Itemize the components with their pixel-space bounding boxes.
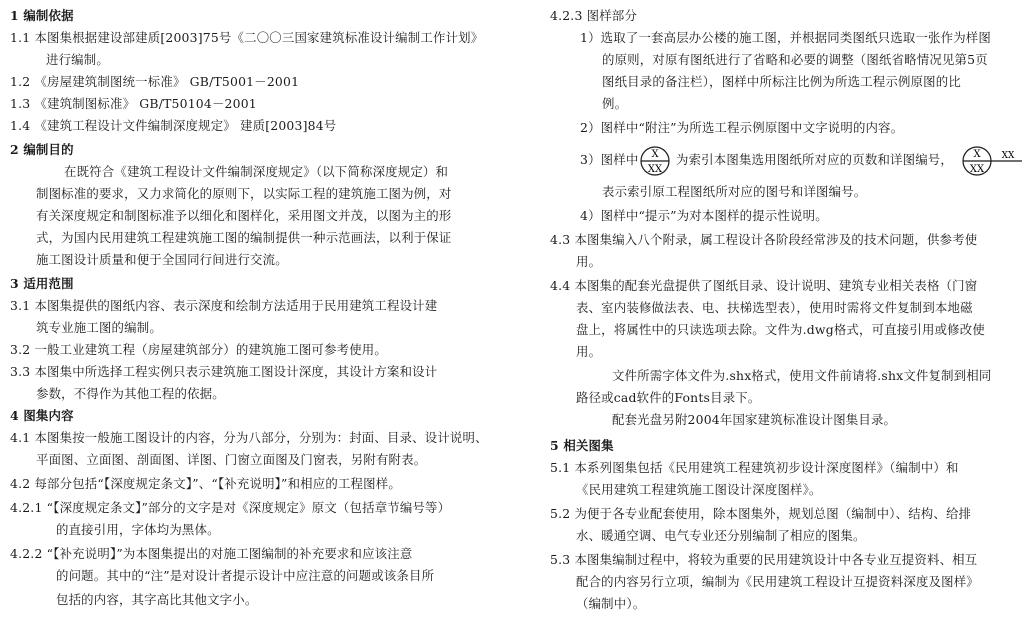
text-line: 为索引本图集选用图纸所对应的页数和详图编号，	[676, 152, 953, 167]
text-line: 制图标准的要求，又力求简化的原则下，以实际工程的建筑施工图为例，对	[36, 186, 452, 201]
text-line: 1）选取了一套高层办公楼的施工图，并根据同类图纸只选取一张作为样图	[580, 30, 991, 45]
text-line: 筑专业施工图的编制。	[36, 320, 162, 335]
text-line: 3 适用范围	[10, 276, 74, 291]
text-line: 路径或cad软件的Fonts目录下。	[576, 390, 761, 405]
text-line: 参数，不得作为其他工程的依据。	[36, 386, 225, 401]
text-line: 1.2 《房屋建筑制图统一标准》 GB/T5001－2001	[10, 74, 300, 89]
text-line: 配合的内容另行立项，编制为《民用建筑工程设计互提资料深度及图样》	[576, 574, 979, 589]
text-line: 表、室内装修做法表、电、扶梯选型表），使用时需将文件复制到本地磁	[576, 300, 973, 315]
text-line: 5.3 本图集编制过程中，将较为重要的民用建筑设计中各专业互提资料、相互	[550, 552, 978, 567]
text-line: 在既符合《建筑工程设计文件编制深度规定》（以下简称深度规定）和	[64, 164, 449, 179]
text-line: 配套光盘另附2004年国家建筑标准设计图集目录。	[612, 412, 897, 427]
text-line: 文件所需字体文件为.shx格式，使用文件前请将.shx文件复制到相同	[612, 368, 992, 383]
text-line: 施工图设计质量和便于全国同行间进行交流。	[36, 252, 288, 267]
text-line: 式，为国内民用建筑工程建筑施工图的编制提供一种示范画法，以利于保证	[36, 230, 452, 245]
text-line: 的问题。其中的“注”是对设计者提示设计中应注意的问题或该条目所	[56, 568, 435, 583]
text-line: 1 编制依据	[10, 8, 74, 23]
text-line: 4.2 每部分包括“【深度规定条文】”、“【补充说明】”和相应的工程图样。	[10, 476, 401, 491]
text-line: 有关深度规定和制图标准予以细化和图样化，采用图文并茂，以图为主的形	[36, 208, 452, 223]
text-line: 4.4 本图集的配套光盘提供了图纸目录、设计说明、建筑专业相关表格（门窗	[550, 278, 978, 293]
text-line: 2）图样中“附注”为所选工程示例原图中文字说明的内容。	[580, 120, 904, 135]
svg-text:XX: XX	[1001, 151, 1015, 161]
text-line: 4.1 本图集按一般施工图设计的内容，分为八部分，分别为：封面、目录、设计说明、	[10, 430, 488, 445]
text-line: 4.2.2 “【补充说明】”为本图集提出的对施工图编制的补充要求和应该注意	[10, 546, 413, 561]
svg-text:X: X	[973, 149, 981, 160]
text-line: 3.3 本图集中所选择工程实例只表示建筑施工图设计深度，其设计方案和设计	[10, 364, 438, 379]
text-line: 《民用建筑工程建筑施工图设计深度图样》。	[576, 482, 822, 497]
text-line: 水、暖通空调、电气专业还分别编制了相应的图集。	[576, 528, 866, 543]
text-line: 5 相关图集	[550, 438, 614, 453]
text-line: 1.3 《建筑制图标准》 GB/T50104－2001	[10, 96, 257, 111]
text-line: 3.2 一般工业建筑工程（房屋建筑部分）的建筑施工图可参考使用。	[10, 342, 387, 357]
text-line: 2 编制目的	[10, 142, 74, 157]
text-line: 4）图样中“提示”为对本图样的提示性说明。	[580, 208, 828, 223]
index-symbol-1	[638, 144, 672, 182]
svg-text:XX: XX	[647, 164, 663, 175]
text-line: 4.2.3 图样部分	[550, 8, 638, 23]
text-line: 例。	[602, 96, 628, 111]
text-line: （编制中）。	[576, 596, 646, 611]
svg-text:X: X	[651, 149, 659, 160]
text-line: 4.2.1 “【深度规定条文】”部分的文字是对《深度规定》原文（包括章节编号等）	[10, 500, 451, 515]
index-symbol-2	[960, 144, 1022, 182]
text-line: 用。	[576, 254, 602, 269]
svg-text:XX: XX	[969, 164, 985, 175]
text-line: 4.3 本图集编入八个附录，属工程设计各阶段经常涉及的技术问题，供参考使	[550, 232, 978, 247]
text-line: 表示索引原工程图纸所对应的图号和详图编号。	[602, 184, 867, 199]
text-line: 1.1 本图集根据建设部建质[2003]75号《二〇〇三国家建筑标准设计编制工作计划》	[10, 30, 484, 45]
text-line: 5.1 本系列图集包括《民用建筑工程建筑初步设计深度图样》（编制中）和	[550, 460, 959, 475]
text-line: 5.2 为便于各专业配套使用，除本图集外，规划总图（编制中）、结构、给排	[550, 506, 972, 521]
text-line: 的直接引用，字体均为黑体。	[56, 522, 220, 537]
text-line: 1.4 《建筑工程设计文件编制深度规定》 建质[2003]84号	[10, 118, 337, 133]
text-line: 3）图样中	[580, 152, 639, 167]
text-line: 平面图、立面图、剖面图、详图、门窗立面图及门窗表，另附有附表。	[36, 452, 427, 467]
text-line: 包括的内容，其字高比其他文字小。	[56, 592, 258, 607]
text-line: 用。	[576, 344, 602, 359]
text-line: 图纸目录的备注栏），图样中所标注比例为所选工程示例原图的比	[602, 74, 961, 89]
text-line: 的原则，对原有图纸进行了省略和必要的调整（图纸省略情况见第5页	[602, 52, 988, 67]
text-line: 4 图集内容	[10, 408, 74, 423]
text-line: 3.1 本图集提供的图纸内容、表示深度和绘制方法适用于民用建筑工程设计建	[10, 298, 438, 313]
text-line: 进行编制。	[46, 52, 109, 67]
text-line: 盘上，将属性中的只读选项去除。文件为.dwg格式，可直接引用或修改使	[576, 322, 985, 337]
